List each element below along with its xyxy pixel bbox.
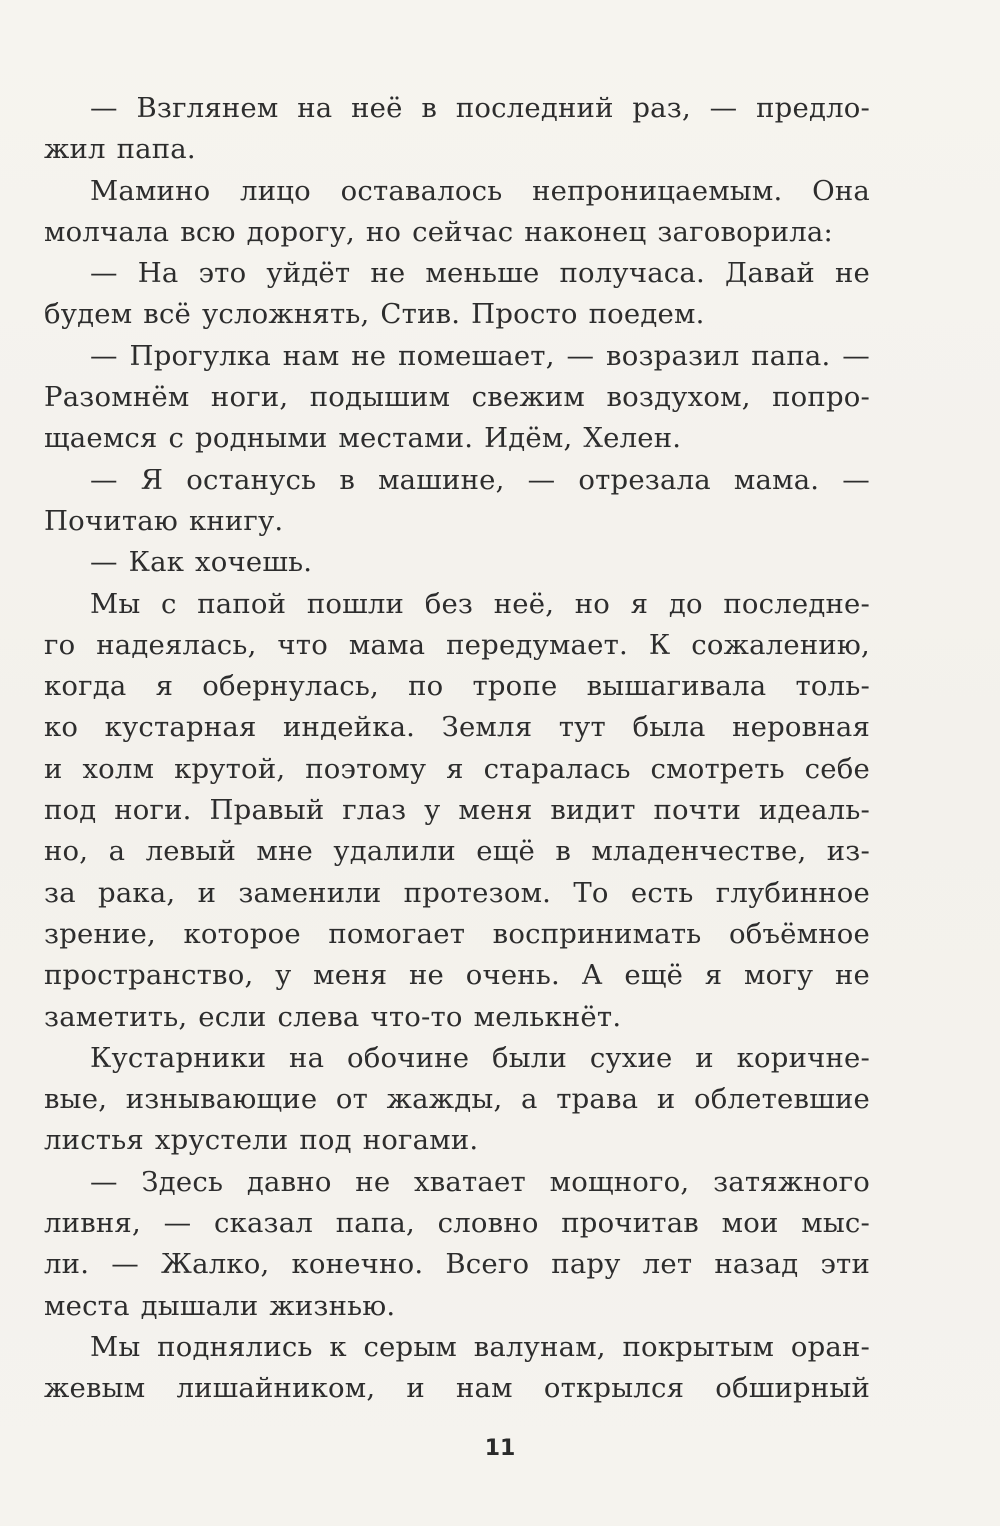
text-line: Кустарники на обочине были сухие и коричне- bbox=[90, 1041, 870, 1074]
text-line: листья хрустели под ногами. bbox=[44, 1124, 479, 1157]
page-number: 11 bbox=[484, 1436, 516, 1461]
text-line: заметить, если слева что-то мелькнёт. bbox=[44, 1000, 622, 1033]
text-line: щаемся с родными местами. Идём, Хелен. bbox=[44, 422, 682, 455]
text-line: ко кустарная индейка. Земля тут была неровная bbox=[44, 711, 870, 744]
text-line: жевым лишайником, и нам открылся обширный bbox=[44, 1372, 870, 1405]
text-line: пространство, у меня не очень. А ещё я могу не bbox=[44, 959, 870, 992]
text-line: Мы с папой пошли без неё, но я до последне- bbox=[90, 587, 870, 620]
text-line: и холм крутой, поэтому я старалась смотреть себе bbox=[44, 752, 870, 785]
text-line: — Взглянем на неё в последний раз, — предло- bbox=[90, 92, 870, 124]
text-line: — На это уйдёт не меньше получаса. Давай не bbox=[90, 257, 870, 290]
text-line: будем всё усложнять, Стив. Просто поедем. bbox=[44, 298, 705, 331]
text-line: но, а левый мне удалили ещё в младенчестве, из- bbox=[44, 835, 870, 868]
text-line: зрение, которое помогает воспринимать объёмное bbox=[44, 917, 870, 950]
text-line: — Прогулка нам не помешает, — возразил папа. — bbox=[90, 339, 870, 372]
text-line: под ноги. Правый глаз у меня видит почти идеаль- bbox=[44, 794, 870, 827]
text-line: жил папа. bbox=[44, 133, 196, 166]
text-line: Мамино лицо оставалось непроницаемым. Она bbox=[90, 174, 870, 207]
text-line: ли. — Жалко, конечно. Всего пару лет назад эти bbox=[44, 1248, 870, 1281]
text-line: Почитаю книгу. bbox=[44, 504, 284, 537]
text-line: — Как хочешь. bbox=[90, 546, 313, 579]
page-text bbox=[44, 88, 870, 1410]
text-line: когда я обернулась, по тропе вышагивала толь- bbox=[44, 670, 870, 703]
text-line: ливня, — сказал папа, словно прочитав мои мыс- bbox=[44, 1207, 870, 1240]
text-line: го надеялась, что мама передумает. К сожалению, bbox=[44, 628, 870, 661]
text-line: места дышали жизнью. bbox=[44, 1289, 396, 1322]
text-line: вые, изнывающие от жажды, а трава и облетевшие bbox=[44, 1083, 870, 1116]
text-line: Разомнём ноги, подышим свежим воздухом, попро- bbox=[44, 381, 870, 414]
text-line: молчала всю дорогу, но сейчас наконец заговорила: bbox=[44, 215, 833, 248]
text-line: Мы поднялись к серым валунам, покрытым оран- bbox=[90, 1330, 870, 1363]
text-line: за рака, и заменили протезом. То есть глубинное bbox=[44, 876, 870, 909]
text-line: — Я останусь в машине, — отрезала мама. — bbox=[90, 463, 870, 496]
text-line: — Здесь давно не хватает мощного, затяжного bbox=[90, 1165, 870, 1198]
